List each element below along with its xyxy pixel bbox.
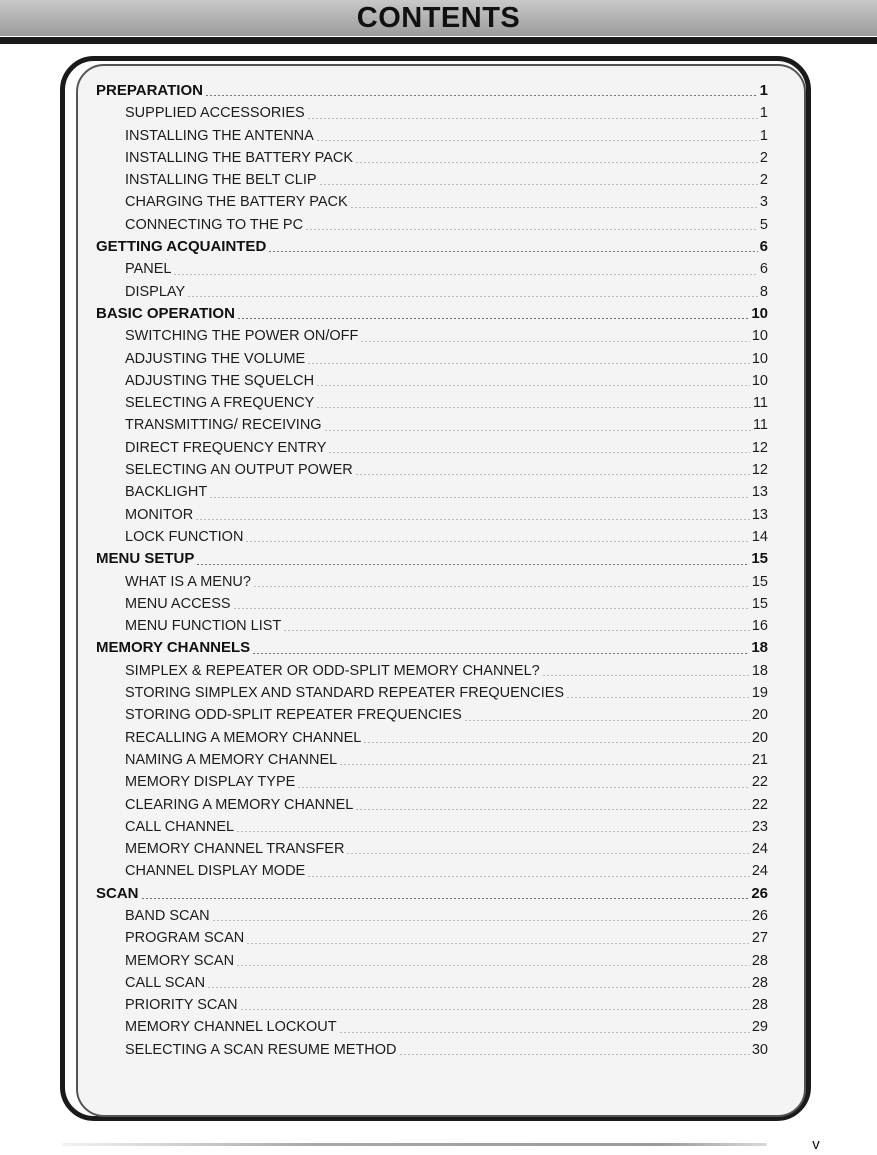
dot-leader (196, 564, 749, 565)
toc-entry[interactable] (96, 950, 768, 972)
toc-entry[interactable] (96, 927, 768, 949)
toc-entry-page: 1 (759, 105, 768, 122)
toc-entry[interactable] (96, 147, 768, 169)
toc-entry-page: 6 (759, 261, 768, 278)
toc-entry-label: ADJUSTING THE SQUELCH (125, 372, 315, 389)
toc-entry-label: INSTALLING THE ANTENNA (125, 127, 314, 144)
toc-entry-label: SELECTING AN OUTPUT POWER (125, 462, 353, 479)
toc-entry-page: 28 (751, 952, 768, 969)
toc-entry[interactable] (96, 481, 768, 503)
toc-entry-label: PANEL (125, 261, 172, 278)
dot-leader (141, 898, 750, 899)
dot-leader (207, 987, 750, 988)
toc-entry[interactable] (96, 459, 768, 481)
toc-entry-page: 18 (751, 639, 768, 657)
toc-entry-page: 1 (759, 127, 768, 144)
toc-section-entry[interactable] (96, 883, 768, 905)
dot-leader (399, 1054, 750, 1055)
toc-entry-page: 12 (751, 462, 768, 479)
footer-rule (62, 1143, 767, 1146)
dot-leader (236, 831, 750, 832)
toc-entry[interactable] (96, 682, 768, 704)
toc-entry[interactable] (96, 191, 768, 213)
toc-entry[interactable] (96, 704, 768, 726)
toc-entry-page: 19 (751, 685, 768, 702)
toc-entry-label: CHANNEL DISPLAY MODE (125, 863, 306, 880)
toc-entry[interactable] (96, 504, 768, 526)
toc-entry-label: CLEARING A MEMORY CHANNEL (125, 796, 354, 813)
page-number: v (812, 1136, 820, 1153)
toc-entry[interactable] (96, 370, 768, 392)
toc-section-entry[interactable] (96, 236, 768, 258)
toc-entry-page: 26 (751, 907, 768, 924)
dot-leader (363, 742, 749, 743)
toc-entry-label: CALL CHANNEL (125, 818, 235, 835)
toc-entry-label: BAND SCAN (125, 907, 210, 924)
toc-entry-page: 10 (751, 350, 768, 367)
dot-leader (350, 207, 758, 208)
page-title: CONTENTS (356, 2, 521, 34)
toc-entry-label: SUPPLIED ACCESSORIES (125, 105, 305, 122)
toc-section-entry[interactable] (96, 548, 768, 570)
dot-leader (236, 965, 750, 966)
dot-leader (307, 118, 758, 119)
dot-leader (246, 943, 750, 944)
toc-entry-page: 14 (751, 528, 768, 545)
toc-entry-label: LOCK FUNCTION (125, 528, 244, 545)
toc-entry-page: 24 (751, 841, 768, 858)
toc-entry-label: MEMORY SCAN (125, 952, 235, 969)
toc-entry-label: ADJUSTING THE VOLUME (125, 350, 306, 367)
toc-entry[interactable] (96, 860, 768, 882)
toc-entry-label: BACKLIGHT (125, 484, 208, 501)
toc-entry-page: 12 (751, 439, 768, 456)
dot-leader (187, 296, 758, 297)
toc-entry-page: 10 (751, 372, 768, 389)
toc-entry-label: RECALLING A MEMORY CHANNEL (125, 729, 362, 746)
toc-entry[interactable] (96, 102, 768, 124)
toc-section-entry[interactable] (96, 303, 768, 325)
toc-entry-label: GETTING ACQUAINTED (96, 238, 267, 256)
dot-leader (297, 787, 750, 788)
toc-entry-page: 10 (751, 304, 768, 322)
toc-entry-page: 2 (759, 172, 768, 189)
toc-entry-label: MENU FUNCTION LIST (125, 618, 282, 635)
toc-entry[interactable] (96, 437, 768, 459)
toc-entry[interactable] (96, 526, 768, 548)
toc-entry[interactable] (96, 593, 768, 615)
toc-section-entry[interactable] (96, 80, 768, 102)
toc-entry-label: DISPLAY (125, 283, 186, 300)
toc-entry[interactable] (96, 258, 768, 280)
toc-entry-page: 20 (751, 707, 768, 724)
toc-entry-page: 6 (759, 238, 768, 256)
toc-entry[interactable] (96, 994, 768, 1016)
toc-entry-page: 22 (751, 774, 768, 791)
toc-entry-label: SIMPLEX & REPEATER OR ODD-SPLIT MEMORY CHANNEL? (125, 662, 540, 679)
toc-entry-page: 13 (751, 506, 768, 523)
table-of-contents (96, 80, 768, 1061)
toc-entry-label: MEMORY CHANNELS (96, 639, 251, 657)
toc-entry-label: PRIORITY SCAN (125, 997, 238, 1014)
toc-entry[interactable] (96, 169, 768, 191)
toc-entry[interactable] (96, 838, 768, 860)
toc-entry-page: 1 (759, 82, 768, 99)
toc-entry-page: 11 (752, 395, 768, 412)
dot-leader (205, 95, 758, 96)
dot-leader (319, 184, 758, 185)
dot-leader (316, 407, 751, 408)
dot-leader (316, 385, 750, 386)
toc-entry[interactable] (96, 392, 768, 414)
toc-entry-label: SCAN (96, 884, 139, 902)
toc-entry-label: SELECTING A SCAN RESUME METHOD (125, 1041, 397, 1058)
toc-entry-page: 5 (759, 216, 768, 233)
toc-entry-page: 26 (751, 884, 768, 902)
dot-leader (268, 251, 757, 252)
toc-entry-label: STORING ODD-SPLIT REPEATER FREQUENCIES (125, 707, 462, 724)
dot-leader (233, 608, 750, 609)
dot-leader (283, 630, 750, 631)
toc-entry-label: MENU ACCESS (125, 595, 231, 612)
toc-entry-label: MEMORY CHANNEL TRANSFER (125, 841, 345, 858)
dot-leader (252, 653, 749, 654)
dot-leader (566, 697, 750, 698)
toc-entry-label: BASIC OPERATION (96, 304, 235, 322)
dot-leader (355, 474, 750, 475)
dot-leader (173, 274, 757, 275)
dot-leader (305, 229, 758, 230)
toc-entry[interactable] (96, 727, 768, 749)
toc-entry-page: 28 (751, 997, 768, 1014)
toc-entry-page: 8 (759, 283, 768, 300)
toc-entry-page: 22 (751, 796, 768, 813)
toc-entry-label: MENU SETUP (96, 550, 195, 568)
toc-entry-label: MEMORY DISPLAY TYPE (125, 774, 296, 791)
dot-leader (237, 318, 749, 319)
dot-leader (360, 341, 750, 342)
toc-entry-label: TRANSMITTING/ RECEIVING (125, 417, 322, 434)
toc-entry-label: SWITCHING THE POWER ON/OFF (125, 328, 359, 345)
dot-leader (307, 363, 750, 364)
dot-leader (355, 162, 758, 163)
dot-leader (339, 1032, 750, 1033)
toc-entry-page: 21 (751, 751, 768, 768)
toc-entry-label: NAMING A MEMORY CHANNEL (125, 751, 338, 768)
toc-entry-label: MONITOR (125, 506, 194, 523)
dot-leader (328, 452, 749, 453)
toc-entry-page: 11 (752, 417, 768, 434)
toc-entry-page: 15 (751, 595, 768, 612)
toc-entry-label: WHAT IS A MENU? (125, 573, 251, 590)
dot-leader (339, 764, 750, 765)
dot-leader (195, 519, 750, 520)
toc-entry[interactable] (96, 1016, 768, 1038)
toc-entry-label: DIRECT FREQUENCY ENTRY (125, 439, 327, 456)
toc-entry-page: 2 (759, 149, 768, 166)
dot-leader (542, 675, 750, 676)
toc-entry-label: CHARGING THE BATTERY PACK (125, 194, 348, 211)
toc-entry-label: INSTALLING THE BELT CLIP (125, 172, 317, 189)
dot-leader (307, 876, 750, 877)
toc-entry-page: 16 (751, 618, 768, 635)
toc-entry[interactable] (96, 325, 768, 347)
toc-entry[interactable] (96, 348, 768, 370)
toc-section-entry[interactable] (96, 637, 768, 659)
toc-entry[interactable] (96, 1039, 768, 1061)
toc-entry-page: 18 (751, 662, 768, 679)
toc-entry-page: 3 (759, 194, 768, 211)
toc-entry[interactable] (96, 816, 768, 838)
toc-entry-label: CONNECTING TO THE PC (125, 216, 304, 233)
toc-entry-label: STORING SIMPLEX AND STANDARD REPEATER FREQUENCIES (125, 685, 565, 702)
toc-entry-label: CALL SCAN (125, 974, 206, 991)
dot-leader (355, 809, 750, 810)
toc-entry-page: 24 (751, 863, 768, 880)
dot-leader (245, 541, 749, 542)
toc-entry-page: 27 (751, 930, 768, 947)
dot-leader (240, 1009, 750, 1010)
toc-entry-page: 15 (751, 550, 768, 568)
toc-entry[interactable] (96, 125, 768, 147)
toc-entry-label: SELECTING A FREQUENCY (125, 395, 315, 412)
toc-entry[interactable] (96, 615, 768, 637)
dot-leader (316, 140, 758, 141)
toc-entry[interactable] (96, 214, 768, 236)
toc-entry[interactable] (96, 281, 768, 303)
dot-leader (346, 853, 749, 854)
toc-entry[interactable] (96, 660, 768, 682)
toc-entry-page: 28 (751, 974, 768, 991)
header-rule (0, 37, 877, 44)
toc-entry-page: 15 (751, 573, 768, 590)
dot-leader (253, 586, 750, 587)
toc-entry[interactable] (96, 972, 768, 994)
toc-entry-label: MEMORY CHANNEL LOCKOUT (125, 1019, 337, 1036)
toc-entry[interactable] (96, 905, 768, 927)
dot-leader (464, 720, 750, 721)
toc-entry-page: 13 (751, 484, 768, 501)
toc-entry[interactable] (96, 749, 768, 771)
toc-entry[interactable] (96, 794, 768, 816)
toc-entry-label: PREPARATION (96, 82, 203, 99)
toc-entry[interactable] (96, 771, 768, 793)
toc-entry-page: 10 (751, 328, 768, 345)
dot-leader (324, 430, 751, 431)
toc-entry-page: 23 (751, 818, 768, 835)
toc-entry-page: 29 (751, 1019, 768, 1036)
dot-leader (209, 497, 750, 498)
toc-entry-label: INSTALLING THE BATTERY PACK (125, 149, 354, 166)
toc-entry[interactable] (96, 571, 768, 593)
toc-entry-page: 20 (751, 729, 768, 746)
dot-leader (212, 920, 750, 921)
toc-entry[interactable] (96, 414, 768, 436)
toc-entry-page: 30 (751, 1041, 768, 1058)
toc-entry-label: PROGRAM SCAN (125, 930, 245, 947)
